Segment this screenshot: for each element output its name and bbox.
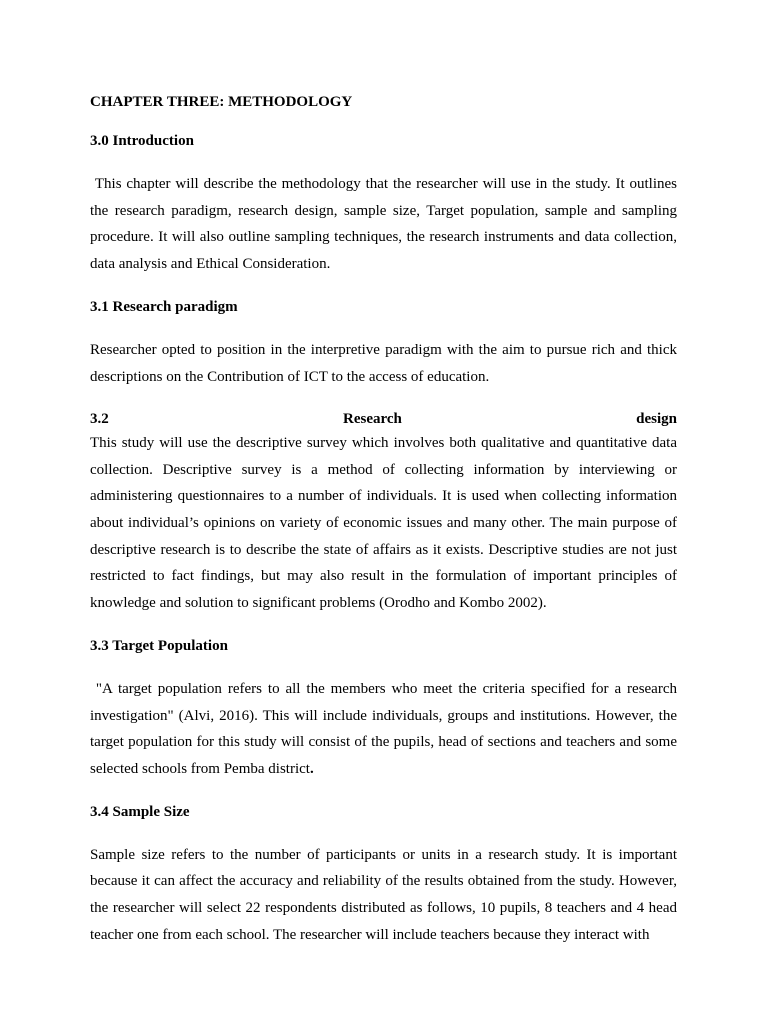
- research-design-word-design: design: [636, 411, 677, 428]
- introduction-paragraph: This chapter will describe the methodology that the researcher will use in the study. It outlines the research paradigm, research design, sample size, Target population, sample and sampling procedure. It will also outline sampling techniques, the research instruments and data collection, data analysis and Ethical Consideration.: [90, 176, 681, 273]
- section-heading-target-population: 3.3 Target Population: [90, 637, 228, 654]
- section-heading-sample-size: 3.4 Sample Size: [90, 803, 190, 820]
- sample-size-paragraph: Sample size refers to the number of participants or units in a research study. It is important because it can affect the accuracy and reliability of the results obtained from the study. However, the researcher will select 22 respondents distributed as follows, 10 pupils, 8 teachers and 4 head teacher one from each school. The researcher will include teachers because they interact with: [90, 846, 677, 943]
- target-population-text: "A target population refers to all the members who meet the criteria specified for a research investigation" (Alvi, 2016). This will include individuals, groups and institutions. However, the target population for this study will consist of the pupils, head of sections and teachers and some selected schools from Pemba district: [90, 680, 681, 777]
- target-population-period: .: [309, 760, 314, 777]
- section-heading-research-design: [90, 406, 677, 433]
- research-design-paragraph: This study will use the descriptive survey which involves both qualitative and quantitative data collection. Descriptive survey is a method of collecting information by interviewing or administering questionnaires to a number of individuals. It is used when collecting information about individual’s opinions on variety of economic issues and many other. The main purpose of descriptive research is to describe the state of affairs as it exists. Descriptive studies are not just restricted to fact findings, but may also result in the formulation of important principles of knowledge and solution to significant problems (Orodho and Kombo 2002).: [90, 434, 677, 612]
- target-population-paragraph: [90, 676, 681, 783]
- chapter-title: CHAPTER THREE: METHODOLOGY: [90, 94, 353, 110]
- section-heading-introduction: 3.0 Introduction: [90, 133, 194, 149]
- section-heading-research-paradigm: 3.1 Research paradigm: [90, 298, 238, 315]
- document-page: [90, 92, 681, 967]
- research-paradigm-paragraph: Researcher opted to position in the interpretive paradigm with the aim to pursue rich and thick descriptions on the Contribution of ICT to the access of education.: [90, 341, 677, 385]
- research-design-number: 3.2: [90, 411, 109, 428]
- research-design-word-research: Research: [343, 411, 402, 428]
